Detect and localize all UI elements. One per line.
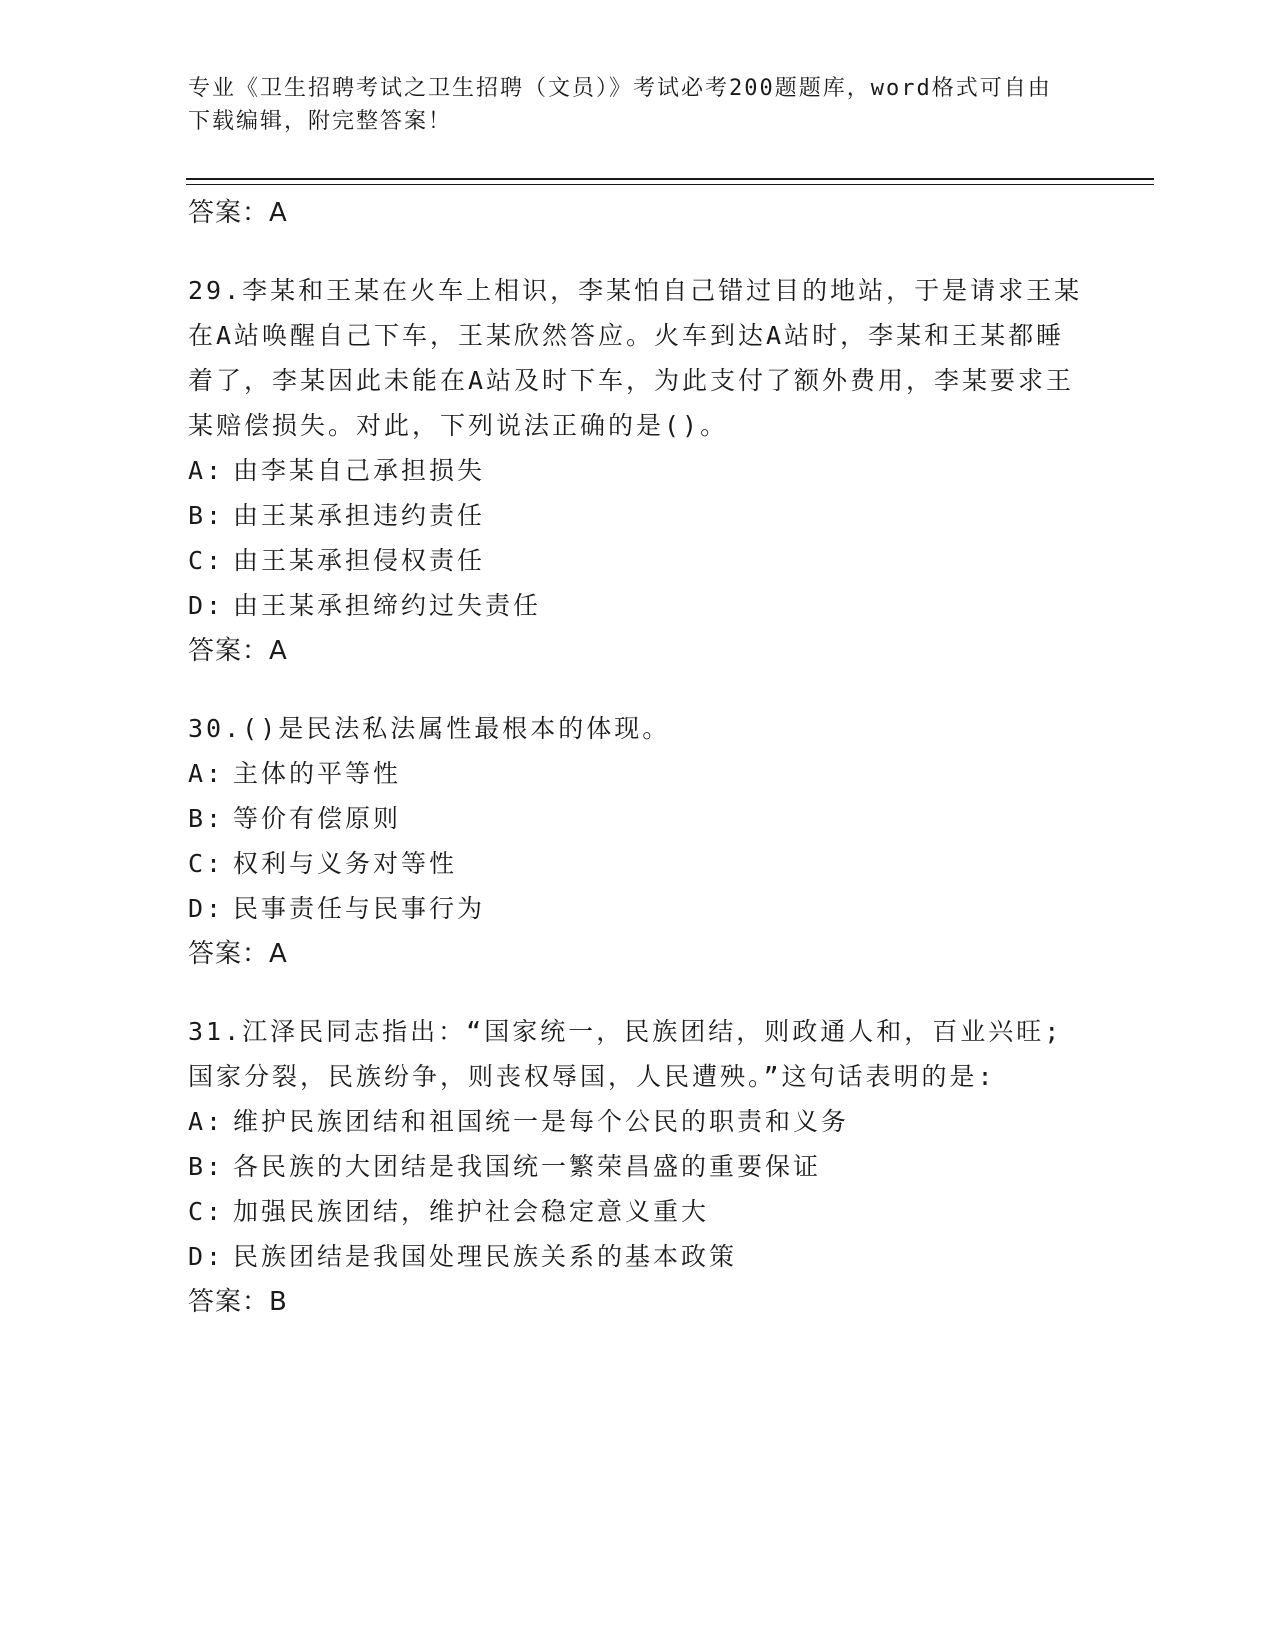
page-header: 专业《卫生招聘考试之卫生招聘（文员）》考试必考200题题库，word格式可自由下载编辑，附完整答案！ <box>188 76 1052 134</box>
option-text: 等价有偿原则 <box>233 804 402 833</box>
option-letter: C: <box>188 1197 225 1226</box>
question-block <box>188 268 1088 674</box>
header-divider-thin <box>186 184 1154 185</box>
option-text: 加强民族团结，维护社会稳定意义重大 <box>233 1197 710 1226</box>
option-text: 由王某承担侵权责任 <box>233 546 486 575</box>
option-letter: D: <box>188 1242 225 1271</box>
option-text: 由王某承担违约责任 <box>233 501 486 530</box>
option-text: 各民族的大团结是我国统一繁荣昌盛的重要保证 <box>233 1152 822 1181</box>
option-letter: C: <box>188 546 225 575</box>
option-b <box>188 796 1088 841</box>
option-d <box>188 583 1088 628</box>
option-text: 权利与义务对等性 <box>233 849 458 878</box>
option-b <box>188 1144 1088 1189</box>
question-block <box>188 706 1088 977</box>
option-letter: D: <box>188 894 225 923</box>
option-d <box>188 886 1088 931</box>
option-letter: D: <box>188 591 225 620</box>
option-letter: B: <box>188 1152 225 1181</box>
option-letter: A: <box>188 456 225 485</box>
option-text: 民事责任与民事行为 <box>233 894 486 923</box>
option-d <box>188 1234 1088 1279</box>
option-letter: A: <box>188 1107 225 1136</box>
header-divider-thick <box>186 178 1154 180</box>
answer-line: 答案：B <box>188 1287 288 1317</box>
previous-answer: 答案：A <box>188 198 288 228</box>
question-list <box>188 190 1088 1325</box>
option-letter: B: <box>188 804 225 833</box>
option-a <box>188 751 1088 796</box>
option-a <box>188 448 1088 493</box>
question-stem: 29.李某和王某在火车上相识，李某怕自己错过目的地站，于是请求王某在A站唤醒自己下车，王某欣然答应。火车到达A站时，李某和王某都睡着了，李某因此未能在A站及时下车，为此支付了额外费用，李某要求王某赔偿损失。对此，下列说法正确的是()。 <box>188 276 1083 440</box>
option-a <box>188 1099 1088 1144</box>
option-text: 由李某自己承担损失 <box>233 456 486 485</box>
option-text: 维护民族团结和祖国统一是每个公民的职责和义务 <box>233 1107 850 1136</box>
question-block <box>188 1009 1088 1325</box>
option-c <box>188 538 1088 583</box>
option-c <box>188 841 1088 886</box>
question-stem: 31.江泽民同志指出：“国家统一，民族团结，则政通人和，百业兴旺;国家分裂，民族纷争，则丧权辱国，人民遭殃。”这句话表明的是: <box>188 1017 1063 1091</box>
option-b <box>188 493 1088 538</box>
option-letter: A: <box>188 759 225 788</box>
option-letter: C: <box>188 849 225 878</box>
answer-line: 答案：A <box>188 939 288 969</box>
option-letter: B: <box>188 501 225 530</box>
question-stem: 30.()是民法私法属性最根本的体现。 <box>188 714 671 743</box>
answer-line: 答案：A <box>188 636 288 666</box>
option-text: 由王某承担缔约过失责任 <box>233 591 542 620</box>
option-text: 民族团结是我国处理民族关系的基本政策 <box>233 1242 738 1271</box>
option-text: 主体的平等性 <box>233 759 402 788</box>
option-c <box>188 1189 1088 1234</box>
